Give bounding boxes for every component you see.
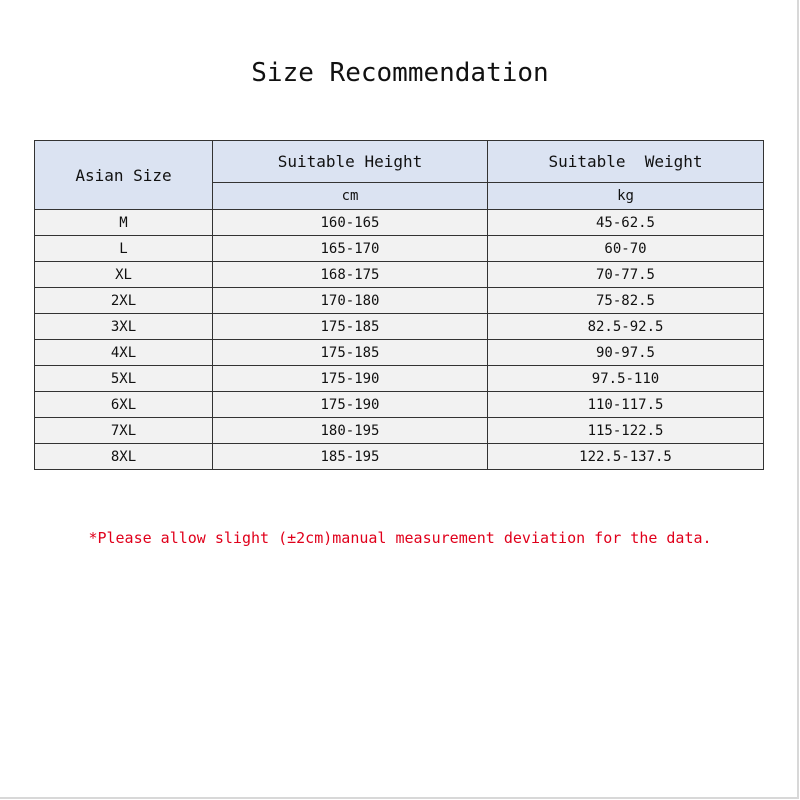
cell-height: 160-165 xyxy=(213,210,488,236)
cell-size: 2XL xyxy=(35,288,213,314)
cell-height: 168-175 xyxy=(213,262,488,288)
table-row xyxy=(35,288,764,314)
cell-size: L xyxy=(35,236,213,262)
cell-height: 185-195 xyxy=(213,444,488,470)
cell-weight: 70-77.5 xyxy=(488,262,764,288)
table-row xyxy=(35,444,764,470)
header-suitable-weight: Suitable Weight xyxy=(488,141,764,183)
cell-weight: 122.5-137.5 xyxy=(488,444,764,470)
cell-height: 175-185 xyxy=(213,340,488,366)
cell-weight: 97.5-110 xyxy=(488,366,764,392)
cell-height: 175-185 xyxy=(213,314,488,340)
cell-weight: 45-62.5 xyxy=(488,210,764,236)
measurement-note: *Please allow slight (±2cm)manual measurement deviation for the data. xyxy=(88,529,712,547)
table-row xyxy=(35,314,764,340)
header-height-unit: cm xyxy=(213,183,488,210)
cell-height: 170-180 xyxy=(213,288,488,314)
table-row xyxy=(35,392,764,418)
cell-height: 180-195 xyxy=(213,418,488,444)
table-header-row xyxy=(35,141,764,183)
header-asian-size: Asian Size xyxy=(35,141,213,210)
table-row xyxy=(35,236,764,262)
header-weight-unit: kg xyxy=(488,183,764,210)
table-row xyxy=(35,262,764,288)
cell-size: 4XL xyxy=(35,340,213,366)
cell-height: 175-190 xyxy=(213,366,488,392)
cell-size: M xyxy=(35,210,213,236)
cell-height: 165-170 xyxy=(213,236,488,262)
cell-size: XL xyxy=(35,262,213,288)
cell-weight: 110-117.5 xyxy=(488,392,764,418)
table-row xyxy=(35,210,764,236)
cell-weight: 60-70 xyxy=(488,236,764,262)
cell-size: 8XL xyxy=(35,444,213,470)
cell-weight: 90-97.5 xyxy=(488,340,764,366)
cell-size: 3XL xyxy=(35,314,213,340)
cell-size: 6XL xyxy=(35,392,213,418)
header-suitable-height: Suitable Height xyxy=(213,141,488,183)
cell-height: 175-190 xyxy=(213,392,488,418)
page-title: Size Recommendation xyxy=(251,58,549,88)
size-table xyxy=(34,140,764,470)
cell-weight: 115-122.5 xyxy=(488,418,764,444)
cell-weight: 75-82.5 xyxy=(488,288,764,314)
cell-weight: 82.5-92.5 xyxy=(488,314,764,340)
table-row xyxy=(35,418,764,444)
table-row xyxy=(35,366,764,392)
table-row xyxy=(35,340,764,366)
cell-size: 7XL xyxy=(35,418,213,444)
cell-size: 5XL xyxy=(35,366,213,392)
